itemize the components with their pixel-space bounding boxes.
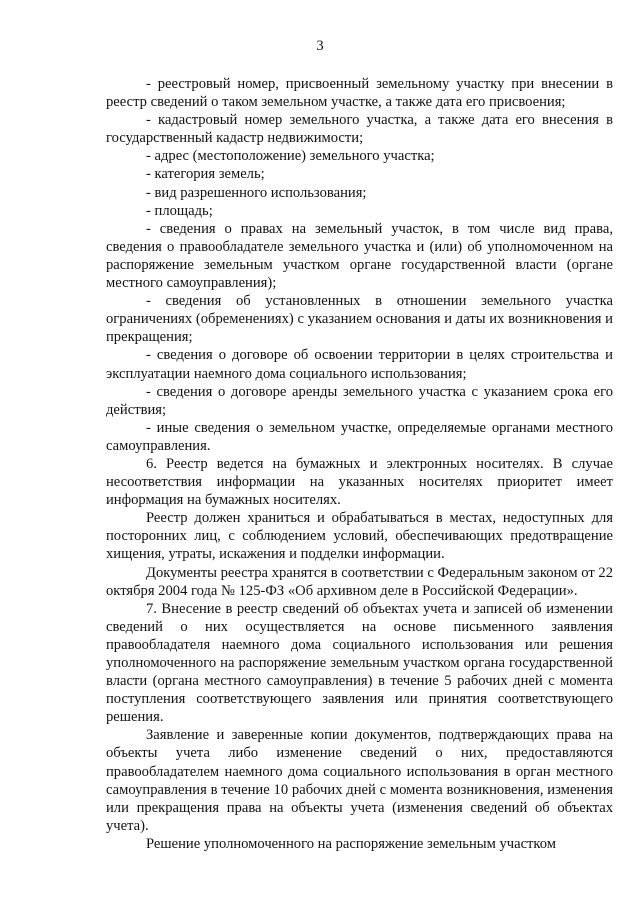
list-item: - иные сведения о земельном участке, определяемые органами местного самоуправления. — [106, 419, 613, 454]
paragraph: 7. Внесение в реестр сведений об объектах учета и записей об изменении сведений о них осуществляется на основе письменного заявления правообладателя наемного дома социального использования или решения уполномоченного на распоряжение земельным участком органа государственной власти (органа местного самоуправления) в течение 5 рабочих дней с момента поступления соответствующего заявления или принятия соответствующего решения. — [106, 600, 613, 726]
list-item: - категория земель; — [146, 166, 265, 183]
document-body — [106, 75, 613, 853]
paragraph: Документы реестра хранятся в соответствии с Федеральным законом от 22 октября 2004 года № 125-ФЗ «Об архивном деле в Российской Федерации». — [106, 564, 613, 599]
list-item: - сведения о договоре об освоении территории в целях строительства и эксплуатации наемного дома социального использования; — [106, 347, 613, 382]
paragraph: Решение уполномоченного на распоряжение земельным участком — [146, 835, 557, 852]
page-number: 3 — [316, 38, 324, 54]
paragraph: Реестр должен храниться и обрабатываться в местах, недоступных для посторонних лиц, с соблюдением условий, обеспечивающих предотвращение хищения, утраты, искажения и подделки информации. — [106, 510, 613, 563]
paragraph: 6. Реестр ведется на бумажных и электронных носителях. В случае несоответствия информации на указанных носителях приоритет имеет информация на бумажных носителях. — [106, 455, 613, 509]
list-item: - вид разрешенного использования; — [146, 184, 367, 201]
list-item: - кадастровый номер земельного участка, а также дата его внесения в государственный кадастр недвижимости; — [106, 112, 613, 147]
list-item: - сведения о правах на земельный участок, в том числе вид права, сведения о правообладателе земельного участка и (или) об уполномоченном на распоряжение земельным участком органе государственной власти (органе местного самоуправления); — [106, 220, 613, 292]
list-item: - сведения об установленных в отношении земельного участка ограничениях (обременениях) с указанием основания и даты их возникновения и прекращения; — [106, 293, 613, 346]
list-item: - реестровый номер, присвоенный земельному участку при внесении в реестр сведений о таком земельном участке, а также дата его присвоения; — [106, 76, 613, 111]
list-item: - адрес (местоположение) земельного участка; — [146, 148, 435, 165]
list-item: - сведения о договоре аренды земельного участка с указанием срока его действия; — [106, 383, 613, 418]
paragraph: Заявление и заверенные копии документов, подтверждающих права на объекты учета либо изменение сведений о них, предоставляются правообладателем наемного дома социального использования в орган местного самоуправления в течение 10 рабочих дней с момента возникновения, изменения или прекращения права на объекты учета (изменения сведений об объектах учета). — [106, 727, 613, 834]
list-item: - площадь; — [146, 202, 213, 219]
